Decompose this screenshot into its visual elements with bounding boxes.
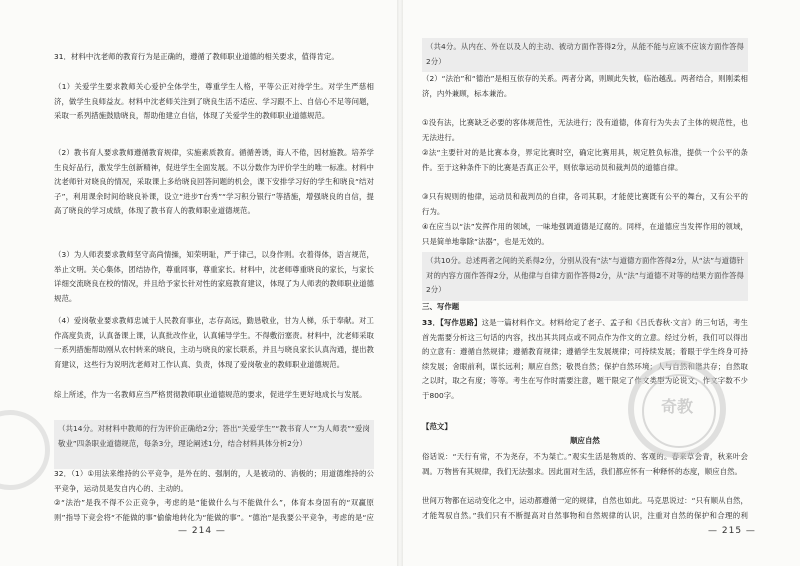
section-title-writing: 三、写作题	[422, 302, 460, 311]
watermark-seal	[628, 360, 726, 458]
scoring-note-32-1: （共4分。从内在、外在以及人的主动、被动方面作答得2分，从能不能与应该不应该方面作答得2分）	[422, 38, 748, 72]
right-page	[400, 0, 800, 566]
answer-31-point-3: （3）为人师表要求教师坚守高尚情操，知荣明耻，严于律己，以身作则。衣着得体，语言规范，举止文明。关心集体，团结协作，尊重同事，尊重家长。材料中，沈老师尊重晓良的家长，与家长详细交流晓良在校的情况，并且给予家长针对性的家庭教育建议，体现了为人师表的教师职业道德规范。	[54, 250, 374, 303]
scoring-note-31: （共14分。对材料中教师的行为评价正确给2分；答出“关爱学生”“教书育人”“为人师表”“爱岗敬业”四条职业道德规范，每条3分，理论阐述1分，结合材料具体分析2分）	[54, 420, 374, 469]
answer-33-body: 这是一篇材料作文。材料给定了老子、孟子和《吕氏春秋·文言》的三句话，考生首先需要分析这三句话的内容，找出其共同点或不同点作为作文的立意。经过分析，我们可以得出的立意有：遵循自然规律；遵循教育规律；遵循学生发展规律；可持续发展；着眼于学生终身可持续发展；舍眼前利，谋长远利；顺应自然；敬畏自然；保护自然环境；人与自然和谐共存；自然取之以时，取之有度；等等。考生在写作时需要注意，题干限定了作文类型为论说文，作文字数不少于800字。	[422, 318, 748, 400]
essay-title: 顺应自然	[570, 436, 600, 445]
answer-32-point-1: ①没有法，比赛缺乏必要的客体规范性，无法进行；没有道德，体育行为失去了主体的规范性，也无法进行。	[422, 118, 748, 142]
watermark-text: 奇教	[660, 397, 693, 416]
answer-32-point-3: ③只有规则的他律，运动员和裁判员的自律，各司其职，才能使比赛既有公平的舞台，又有公平的行为。	[422, 192, 748, 216]
scoring-note-32-2: （共10分。总述两者之间的关系得2分，分别从没有“法”与道德方面作答得2分，从“法”与道德针对的内容方面作答得2分，从他律与自律方面作答得2分，从“法”与道德不对等的结果方面作答得2分）	[422, 252, 748, 301]
answer-31-point-1: （1）关爱学生要求教师关心爱护全体学生，尊重学生人格，平等公正对待学生。对学生严慈相济，做学生良师益友。材料中沈老师关注到了晓良生活不适应、学习跟不上、自信心不足等问题，采取一系列措施鼓励晓良，帮助他建立自信，体现了关爱学生的教师职业道德规范。	[54, 82, 374, 121]
essay-paragraph-1: 俗话说：“天行有常，不为尧存，不为桀亡。”观实生活是物质的、客观的。春来草会青，秋来叶会凋。万物皆有其规律，我们无法强求。因此面对生活，我们都应怀有一种释怀的态度，顺应自然。	[422, 452, 748, 476]
essay-paragraph-2: 世间万物都在运动变化之中，运动都遵循一定的规律，自然也如此。马克思说过：“只有顺从自然，才能驾驭自然。”我们只有不断提高对自然事物和自然规律的认识，注重对自然的保护和合理的利	[422, 496, 748, 520]
answer-32-point-2: ②法“主要针对的是比赛本身，界定比赛时空，确定比赛用具，规定胜负标准，提供一个公平的条件。至于这种条件下的比赛是否真正公平，则依靠运动员和裁判员的道德自律。	[422, 148, 748, 172]
left-text-column	[54, 50, 374, 500]
page-number-left: — 214 —	[178, 526, 226, 536]
answer-31-intro: 31．材料中沈老师的教育行为是正确的，遵循了教师职业道德的相关要求，值得肯定。	[54, 52, 339, 61]
watermark-seal-left	[0, 410, 50, 490]
answer-32-point-4: ④在应当以“法”发挥作用的领域，一味地强调道德是辽腐的。同样，在道德应当发挥作用的领域，只是简单地靠除“法器”，也是无效的。	[422, 222, 748, 246]
answer-32-part-1b: ②“法治”是我不得不公正竞争，考虑的是“能做什么与不能做什么”，体育本身固有的“双赢原则”指导下竞会将“不能做的事”偷偷地转化为“能做的事”。“德治”是我要公平竞争，考虑的是“应	[54, 498, 374, 522]
answer-32-part-2: （2）“法治”和“德治”是相互依存的关系。两者分离，则顾此失彼，临治越乱。两者结合，则刚柔相济，内外兼顾，标本兼治。	[422, 74, 748, 98]
answer-31-point-2: （2）教书育人要求教师遵循教育规律，实施素质教育。循循善诱，诲人不倦，因材施教。培养学生良好品行，激发学生创新精神，促进学生全面发展。不以分数作为评价学生的唯一标准。材料中沈老师针对晓良的情况，采取课上多给晓良回答问题的机会，课下安排学习好的学生和晓良“结对子”，利用课余时间给晓良补课，设立“进步T台秀”“学习积分银行”等措施，增强晓良的自信，提高了晓良的学习成绩，体现了教书育人的教师职业道德规范。	[54, 148, 374, 216]
page-number-right: — 215 —	[708, 526, 756, 536]
answer-33-label: 33．【写作思路】	[422, 318, 482, 327]
answer-32-part-1a: 32．（1）①用法来维持的公平竞争，是外在的、强制的，人是被动的、消极的；用道德维持的公平竞争，运动员是发自内心的、主动的。	[54, 469, 374, 493]
answer-31-point-4: （4）爱岗敬业要求教师忠诚于人民教育事业，志存高远，勤恳敬业，甘为人梯，乐于奉献。对工作高度负责，认真备课上课，认真批改作业，认真辅导学生。不得敷衍塞责。材料中，沈老师采取一系列措施帮助刚从农村转来的晓良，主动与晓良的家长联系，并且与晓良家长认真沟通，提出教育建议，这些行为说明沈老师对工作认真、负责，体现了爱岗敬业的教师职业道德规范。	[54, 316, 374, 369]
answer-31-summary: 综上所述，作为一名教师应当严格贯彻教师职业道德规范的要求，促进学生更好地成长与发展。	[54, 390, 367, 399]
sample-essay-label: 【范文】	[422, 422, 452, 431]
